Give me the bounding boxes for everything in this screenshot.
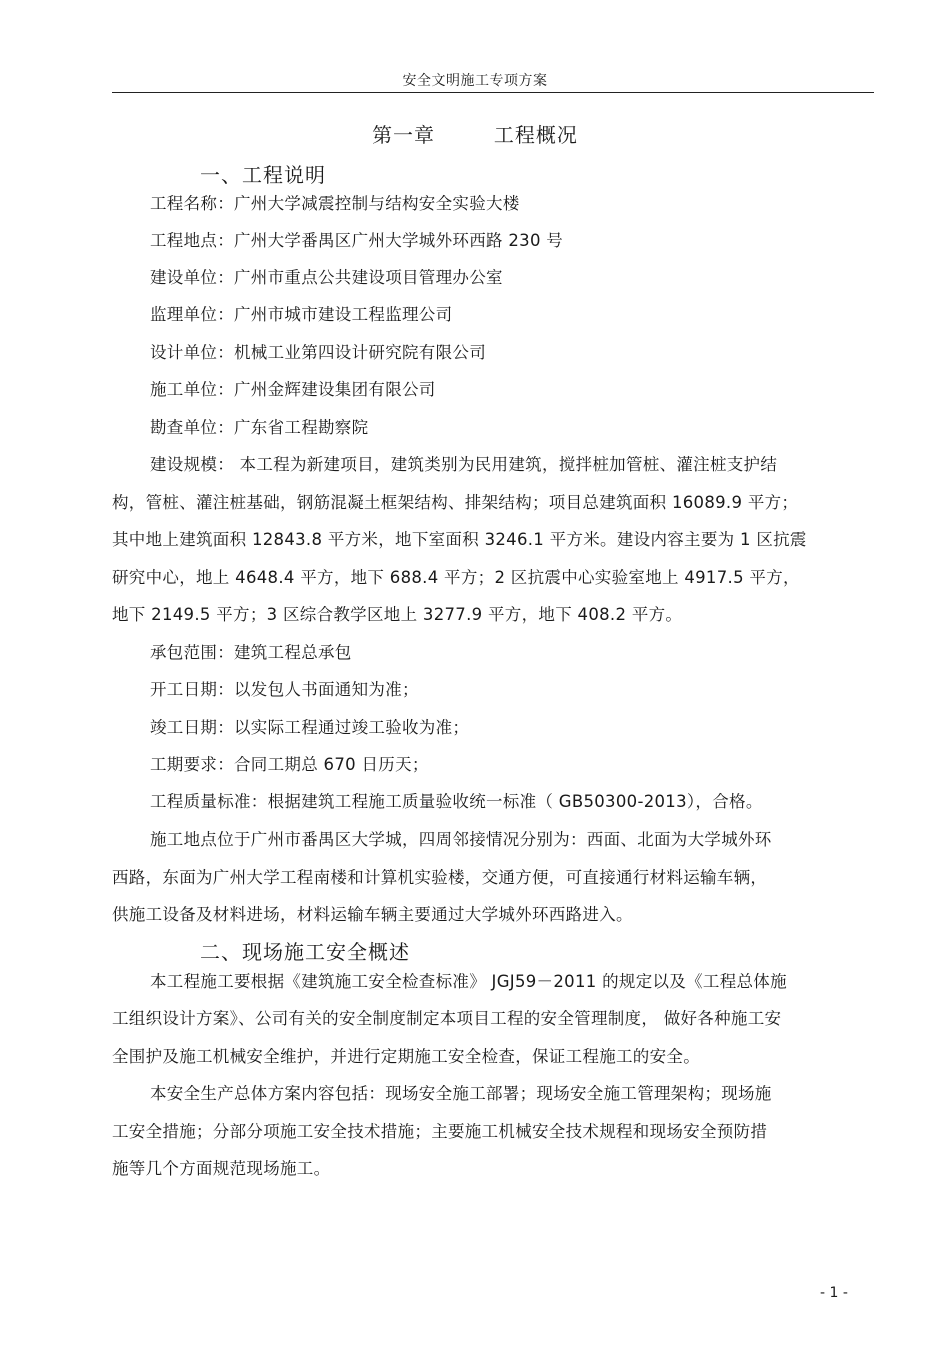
site-paragraph-line: 施工地点位于广州市番禺区大学城，四周邻接情况分别为：西面、北面为大学城外环 (150, 830, 772, 849)
safety-paragraph-line: 全围护及施工机械安全维护，并进行定期施工安全检查，保证工程施工的安全。 (112, 1047, 700, 1066)
scale-paragraph-line: 构，管桩、灌注桩基础，钢筋混凝土框架结构、排架结构；项目总建筑面积 16089.9 平方； (112, 493, 799, 512)
project-designer: 设计单位：机械工业第四设计研究院有限公司 (150, 343, 486, 362)
site-paragraph-line: 供施工设备及材料进场，材料运输车辆主要通过大学城外环西路进入。 (112, 905, 633, 924)
contract-scope: 承包范围：建筑工程总承包 (150, 643, 352, 662)
safety-paragraph-line: 工组织设计方案》、公司有关的安全制度制定本项目工程的安全管理制度， 做好各种施工安 (112, 1009, 782, 1028)
duration-requirement: 工期要求：合同工期总 670 日历天； (150, 755, 429, 774)
page-number: - 1 - (820, 1285, 848, 1301)
section-heading-project-description: 一、工程说明 (200, 163, 326, 187)
completion-date: 竣工日期：以实际工程通过竣工验收为准； (150, 718, 470, 737)
section-heading-safety-overview: 二、现场施工安全概述 (200, 940, 410, 964)
project-owner: 建设单位：广州市重点公共建设项目管理办公室 (150, 268, 503, 287)
quality-standard: 工程质量标准：根据建筑工程施工质量验收统一标准（ GB50300-2013），合格。 (150, 792, 763, 811)
scale-paragraph-line: 建设规模： 本工程为新建项目，建筑类别为民用建筑，搅拌桩加管桩、灌注桩支护结 (150, 455, 778, 474)
project-name: 工程名称：广州大学减震控制与结构安全实验大楼 (150, 194, 520, 213)
scale-paragraph-line: 其中地上建筑面积 12843.8 平方米，地下室面积 3246.1 平方米。建设内容主要为 1 区抗震 (112, 530, 807, 549)
site-paragraph-line: 西路，东面为广州大学工程南楼和计算机实验楼，交通方便，可直接通行材料运输车辆， (112, 868, 768, 887)
project-location: 工程地点：广州大学番禺区广州大学城外环西路 230 号 (150, 231, 564, 250)
chapter-title: 第一章 工程概况 (372, 123, 578, 147)
plan-content-paragraph-line: 工安全措施；分部分项施工安全技术措施；主要施工机械安全技术规程和现场安全预防措 (112, 1122, 768, 1141)
header-divider (112, 92, 874, 93)
safety-paragraph-line: 本工程施工要根据《建筑施工安全检查标准》 JGJ59－2011 的规定以及《工程总体施 (150, 972, 787, 991)
scale-paragraph-line: 地下 2149.5 平方；3 区综合教学区地上 3277.9 平方，地下 408.2 平方。 (112, 605, 683, 624)
project-surveyor: 勘查单位：广东省工程勘察院 (150, 418, 369, 437)
start-date: 开工日期：以发包人书面通知为准； (150, 680, 419, 699)
page-header-title: 安全文明施工专项方案 (402, 73, 548, 89)
project-supervisor: 监理单位：广州市城市建设工程监理公司 (150, 305, 453, 324)
plan-content-paragraph-line: 本安全生产总体方案内容包括：现场安全施工部署；现场安全施工管理架构；现场施 (150, 1084, 772, 1103)
scale-paragraph-line: 研究中心，地上 4648.4 平方，地下 688.4 平方；2 区抗震中心实验室地上 4917.5 平方， (112, 568, 800, 587)
project-contractor: 施工单位：广州金辉建设集团有限公司 (150, 380, 436, 399)
plan-content-paragraph-line: 施等几个方面规范现场施工。 (112, 1159, 331, 1178)
